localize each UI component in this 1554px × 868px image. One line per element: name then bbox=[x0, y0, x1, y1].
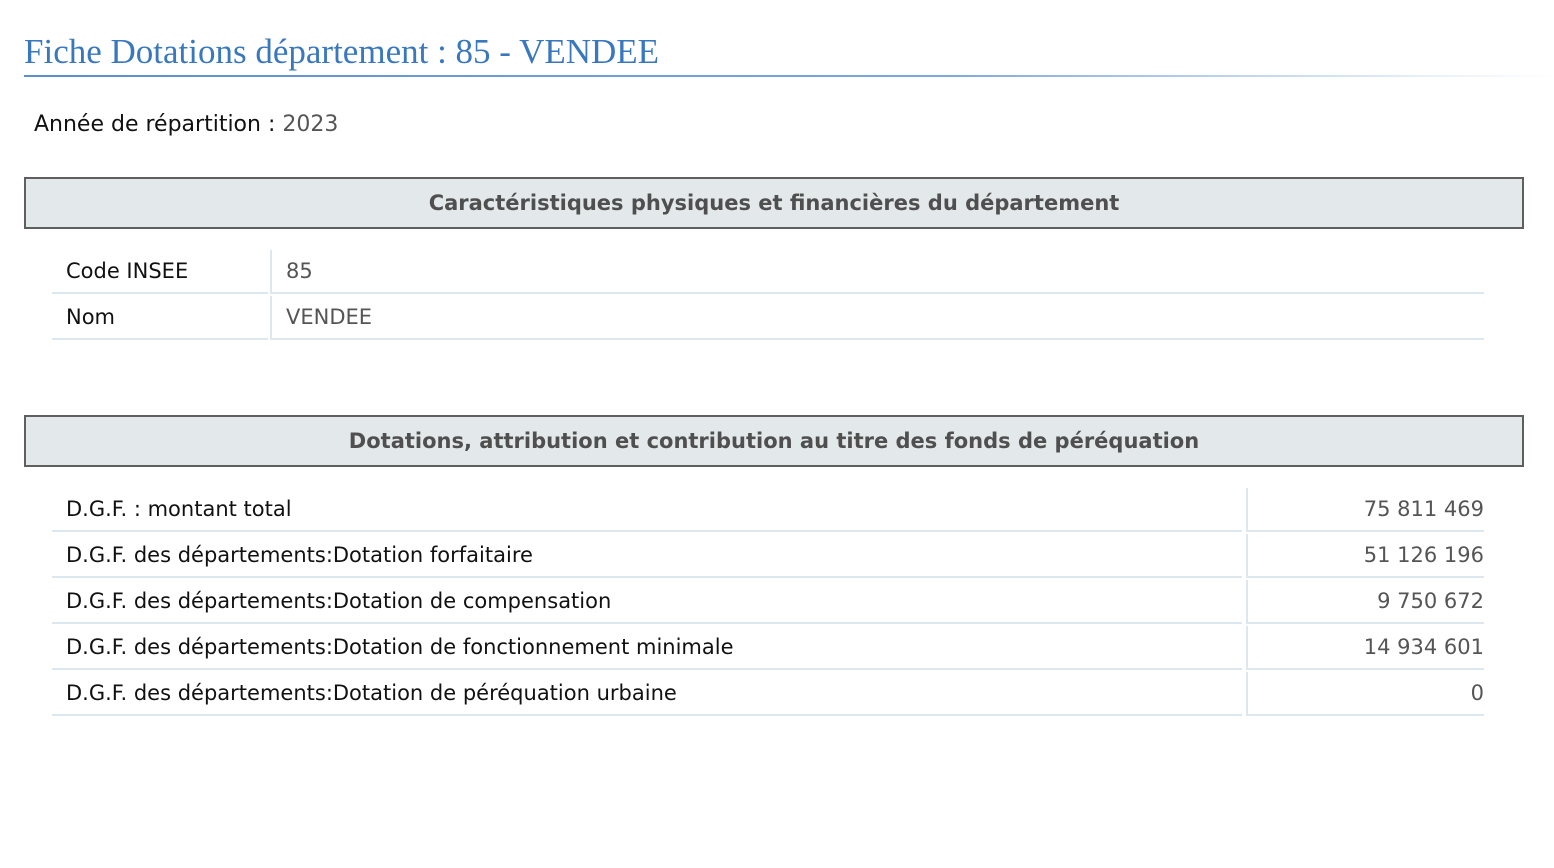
row-label: D.G.F. : montant total bbox=[52, 488, 1242, 532]
row-value: VENDEE bbox=[270, 296, 1484, 340]
row-label: Nom bbox=[52, 296, 268, 340]
title-underline bbox=[24, 75, 1554, 77]
year-value: 2023 bbox=[282, 112, 339, 137]
table-row-code-insee bbox=[52, 250, 1484, 294]
section-header-characteristics: Caractéristiques physiques et financières du département bbox=[24, 177, 1524, 229]
row-value: 9 750 672 bbox=[1246, 580, 1484, 624]
table-row bbox=[52, 626, 1484, 670]
page-title: Fiche Dotations département : 85 - VENDEE bbox=[24, 32, 660, 71]
row-label: D.G.F. des départements:Dotation de fonctionnement minimale bbox=[52, 626, 1242, 670]
row-value: 75 811 469 bbox=[1246, 488, 1484, 532]
year-line bbox=[34, 110, 338, 140]
row-label: D.G.F. des départements:Dotation de compensation bbox=[52, 580, 1242, 624]
table-row bbox=[52, 534, 1484, 578]
row-value: 0 bbox=[1246, 672, 1484, 716]
row-value: 14 934 601 bbox=[1246, 626, 1484, 670]
section-header-dotations: Dotations, attribution et contribution au titre des fonds de péréquation bbox=[24, 415, 1524, 467]
dotations-table bbox=[52, 488, 1484, 718]
row-label: D.G.F. des départements:Dotation de péréquation urbaine bbox=[52, 672, 1242, 716]
table-row bbox=[52, 672, 1484, 716]
row-value: 51 126 196 bbox=[1246, 534, 1484, 578]
table-row bbox=[52, 488, 1484, 532]
table-row bbox=[52, 580, 1484, 624]
row-value: 85 bbox=[270, 250, 1484, 294]
year-label: Année de répartition : bbox=[34, 112, 283, 137]
characteristics-table bbox=[52, 250, 1484, 342]
row-label: Code INSEE bbox=[52, 250, 268, 294]
row-label: D.G.F. des départements:Dotation forfaitaire bbox=[52, 534, 1242, 578]
table-row-nom bbox=[52, 296, 1484, 340]
